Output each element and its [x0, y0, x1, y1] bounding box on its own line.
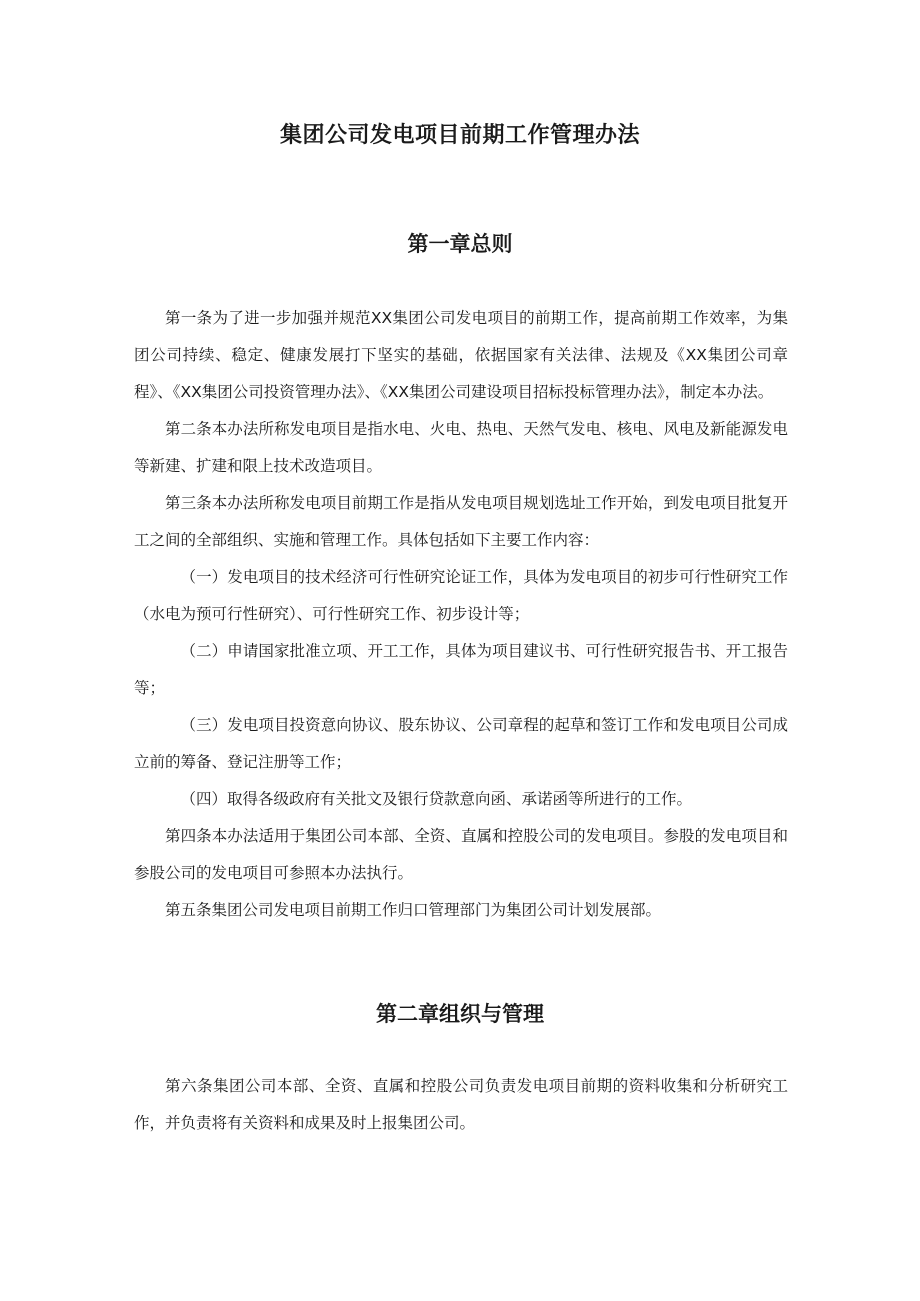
- article-3-item-4: （四）取得各级政府有关批文及银行贷款意向函、承诺函等所进行的工作。: [180, 790, 693, 808]
- article-3: 第三条本办法所称发电项目前期工作是指从发电项目规划选址工作开始，到发电项目批复开工之间的全部组织、实施和管理工作。具体包括如下主要工作内容：: [134, 494, 788, 549]
- article-2: 第二条本办法所称发电项目是指水电、火电、热电、天然气发电、核电、风电及新能源发电等新建、扩建和限上技术改造项目。: [134, 420, 788, 475]
- chapter-2-body: [134, 1068, 788, 1142]
- chapter-1-title: 第一章总则: [407, 232, 513, 256]
- article-1: 第一条为了进一步加强并规范XX集团公司发电项目的前期工作，提高前期工作效率，为集团公司持续、稳定、健康发展打下坚实的基础，依据国家有关法律、法规及《XX集团公司章程》、《XX集团公司投资管理办法》、《XX集团公司建设项目招标投标管理办法》，制定本办法。: [134, 309, 788, 401]
- article-3-item-1: （一）发电项目的技术经济可行性研究论证工作，具体为发电项目的初步可行性研究工作（水电为预可行性研究）、可行性研究工作、初步设计等；: [134, 568, 788, 623]
- article-6: 第六条集团公司本部、全资、直属和控股公司负责发电项目前期的资料收集和分析研究工作，并负责将有关资料和成果及时上报集团公司。: [134, 1077, 788, 1132]
- chapter-1-body: [134, 300, 788, 929]
- article-3-item-2: （二）申请国家批准立项、开工工作，具体为项目建议书、可行性研究报告书、开工报告等；: [134, 642, 788, 697]
- article-4: 第四条本办法适用于集团公司本部、全资、直属和控股公司的发电项目。参股的发电项目和参股公司的发电项目可参照本办法执行。: [134, 827, 788, 882]
- document-title: 集团公司发电项目前期工作管理办法: [279, 123, 640, 148]
- article-5: 第五条集团公司发电项目前期工作归口管理部门为集团公司计划发展部。: [165, 901, 662, 919]
- chapter-2-title: 第二章组织与管理: [376, 1002, 544, 1026]
- article-3-item-3: （三）发电项目投资意向协议、股东协议、公司章程的起草和签订工作和发电项目公司成立前的筹备、登记注册等工作；: [134, 716, 788, 771]
